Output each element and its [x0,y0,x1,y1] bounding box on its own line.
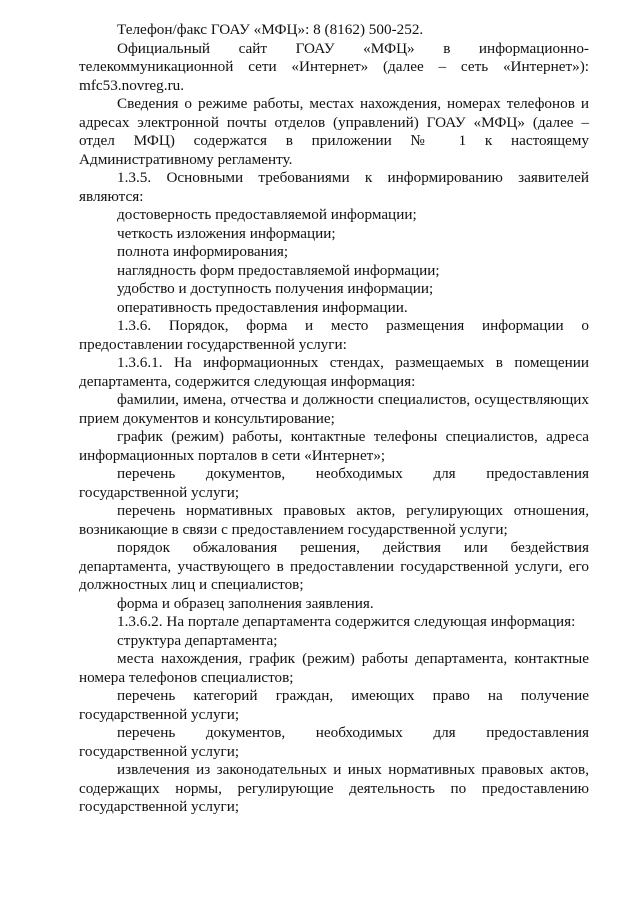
paragraph-official-site: Официальный сайт ГОАУ «МФЦ» в информационно-телекоммуникационной сети «Интернет» (далее – сеть «Интернет»): mfc53.novreg.ru. [79,39,589,94]
list-item-locations-schedule: места нахождения, график (режим) работы департамента, контактные номера телефонов специалистов; [79,650,589,686]
list-item-specialists: фамилии, имена, отчества и должности специалистов, осуществляющих прием документов и консультирование; [79,391,589,427]
list-item-legislation-extracts: извлечения из законодательных и иных нормативных правовых актов, содержащих нормы, регулирующие деятельность по предоставлению государственной услуги; [79,761,589,815]
list-item-visibility: наглядность форм предоставляемой информации; [117,261,440,279]
list-item-work-schedule: график (режим) работы, контактные телефоны специалистов, адреса информационных порталов в сети «Интернет»; [79,428,589,464]
list-item-legal-acts: перечень нормативных правовых актов, регулирующих отношения, возникающие в связи с предоставлением государственной услуги; [79,502,589,538]
list-item-application-form: форма и образец заполнения заявления. [117,594,374,612]
list-item-department-structure: структура департамента; [117,631,278,649]
list-item-documents: перечень документов, необходимых для предоставления государственной услуги; [79,465,589,501]
paragraph-section-1-3-6-1: 1.3.6.1. На информационных стендах, размещаемых в помещении департамента, содержится следующая информация: [79,354,589,390]
list-item-completeness: полнота информирования; [117,243,289,260]
list-item-required-documents: перечень документов, необходимых для предоставления государственной услуги; [79,724,589,760]
paragraph-section-1-3-5: 1.3.5. Основными требованиями к информированию заявителей являются: [79,169,589,205]
paragraph-schedule-info: Сведения о режиме работы, местах нахождения, номерах телефонов и адресах электронной почты отделов (управлений) ГОАУ «МФЦ» (далее – отдел МФЦ) содержатся в приложении № 1 к настоящему Административному регламенту. [79,95,589,168]
list-item-citizen-categories: перечень категорий граждан, имеющих право на получение государственной услуги; [79,687,589,723]
list-item-appeal-procedure: порядок обжалования решения, действия или бездействия департамента, участвующего в предоставлении государственной услуги, его должностных лиц и специалистов; [79,539,589,593]
document-body [79,21,589,817]
list-item-clarity: четкость изложения информации; [117,224,336,242]
paragraph-phone-fax: Телефон/факс ГОАУ «МФЦ»: 8 (8162) 500-252. [117,21,424,38]
paragraph-section-1-3-6: 1.3.6. Порядок, форма и место размещения информации о предоставлении государственной услуги: [79,317,589,353]
paragraph-section-1-3-6-2: 1.3.6.2. На портале департамента содержится следующая информация: [117,613,576,630]
list-item-accessibility: удобство и доступность получения информации; [117,280,434,297]
list-item-promptness: оперативность предоставления информации. [117,298,408,316]
list-item-reliability: достоверность предоставляемой информации; [117,206,417,223]
